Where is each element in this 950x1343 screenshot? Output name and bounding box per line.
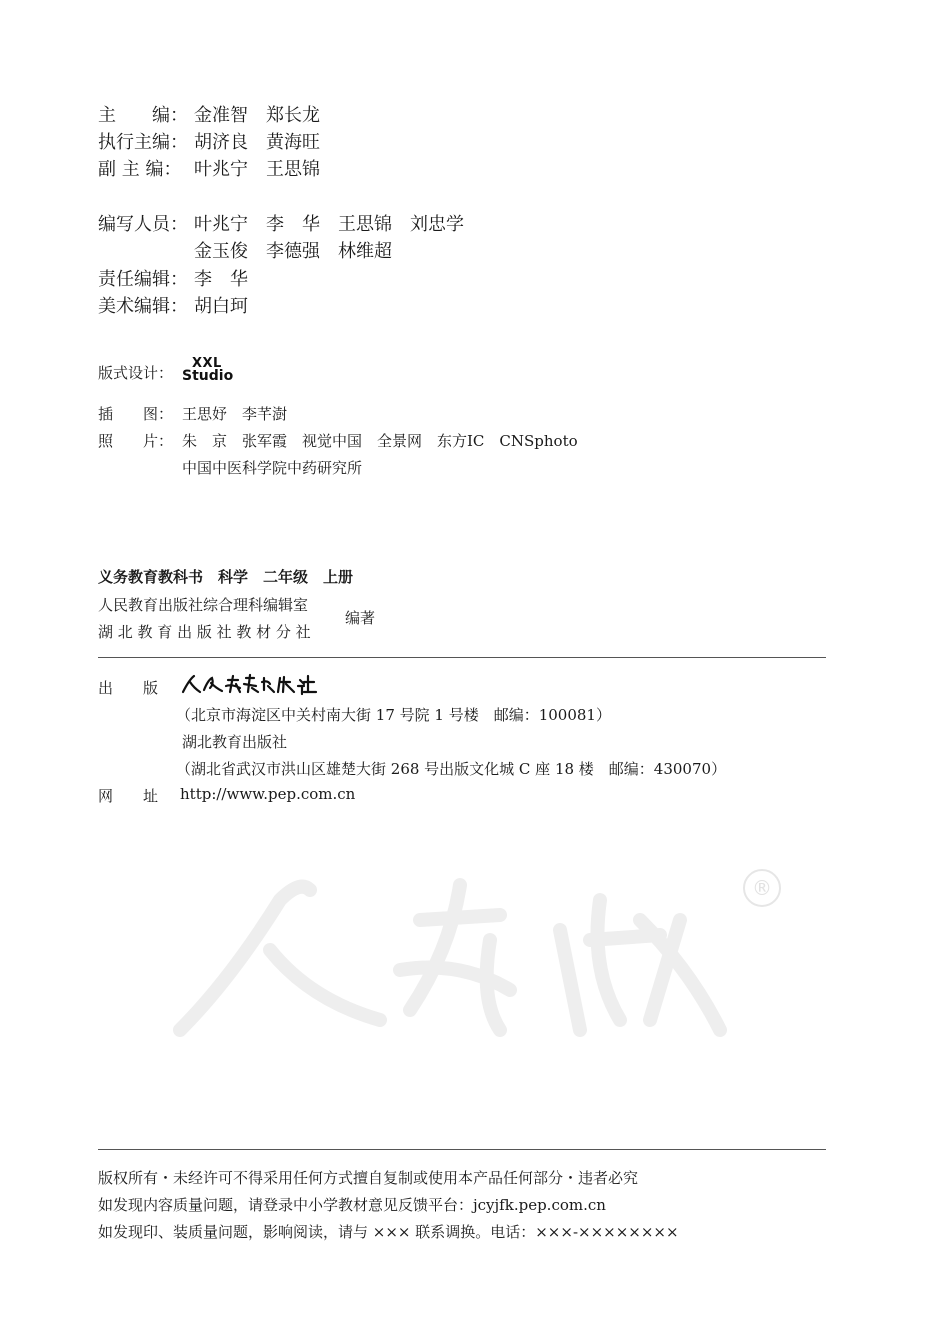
layout-design-label: 版式设计： bbox=[98, 364, 174, 382]
deputy-editor-names: 叶兆宁 王思锦 bbox=[194, 159, 320, 180]
photo-label: 照 片： bbox=[98, 432, 174, 450]
writers-label: 编写人员： bbox=[98, 214, 188, 235]
executive-editor-names: 胡济良 黄海旺 bbox=[194, 132, 320, 153]
copyright-notice: 版权所有・未经许可不得采用任何方式擅自复制或使用本产品任何部分・违者必究 bbox=[98, 1169, 639, 1187]
art-editor-label: 美术编辑： bbox=[98, 296, 188, 317]
illustration-label: 插 图： bbox=[98, 405, 174, 423]
divider-top bbox=[98, 657, 826, 658]
chief-editor-names: 金准智 郑长龙 bbox=[194, 105, 320, 126]
book-role: 编著 bbox=[345, 609, 376, 627]
responsible-editor-label: 责任编辑： bbox=[98, 269, 188, 290]
pep-watermark bbox=[160, 860, 800, 1050]
photo-line-2: 中国中医科学院中药研究所 bbox=[182, 459, 363, 477]
xxl-studio-logo bbox=[182, 357, 238, 387]
photo-line-1: 朱 京 张军霞 视觉中国 全景网 东方IC CNSphoto bbox=[182, 432, 578, 450]
publisher-name-2: 湖北教育出版社 bbox=[182, 733, 288, 751]
publisher-address-1: （北京市海淀区中关村南大街 17 号院 1 号楼 邮编：100081） bbox=[176, 706, 611, 724]
writers-line-2: 金玉俊 李德强 林维超 bbox=[194, 241, 392, 262]
responsible-editor-names: 李 华 bbox=[194, 269, 248, 290]
writers-line-1: 叶兆宁 李 华 王思锦 刘忠学 bbox=[194, 214, 464, 235]
executive-editor-label: 执行主编： bbox=[98, 132, 188, 153]
book-author-2: 湖 北 教 育 出 版 社 教 材 分 社 bbox=[98, 623, 311, 641]
content-feedback-notice: 如发现内容质量问题，请登录中小学教材意见反馈平台：jcyjfk.pep.com.cn bbox=[98, 1196, 606, 1214]
book-author-1: 人民教育出版社综合理科编辑室 bbox=[98, 596, 309, 614]
deputy-editor-label: 副 主 编： bbox=[98, 159, 182, 180]
publisher-address-2: （湖北省武汉市洪山区雄楚大街 268 号出版文化城 C 座 18 楼 邮编：430070） bbox=[176, 760, 727, 778]
website-url[interactable]: http://www.pep.com.cn bbox=[180, 785, 356, 803]
art-editor-names: 胡白珂 bbox=[194, 296, 248, 317]
watermark-svg bbox=[160, 860, 800, 1050]
print-quality-notice: 如发现印、装质量问题，影响阅读，请与 ××× 联系调换。电话：×××-×××××××× bbox=[98, 1223, 679, 1241]
pep-script-svg bbox=[180, 672, 320, 698]
book-title: 义务教育教科书 科学 二年级 上册 bbox=[98, 568, 354, 586]
watermark-registered-mark: ® bbox=[752, 876, 772, 900]
logo-line-2: Studio bbox=[182, 368, 234, 384]
pep-script-logo bbox=[180, 672, 320, 698]
illustration-names: 王思妤 李芊澍 bbox=[182, 405, 288, 423]
divider-bottom bbox=[98, 1149, 826, 1150]
chief-editor-label: 主 编： bbox=[98, 105, 188, 126]
website-label: 网 址 bbox=[98, 787, 159, 805]
logo-line-1: XXL bbox=[192, 356, 222, 371]
publisher-label: 出 版 bbox=[98, 679, 159, 697]
